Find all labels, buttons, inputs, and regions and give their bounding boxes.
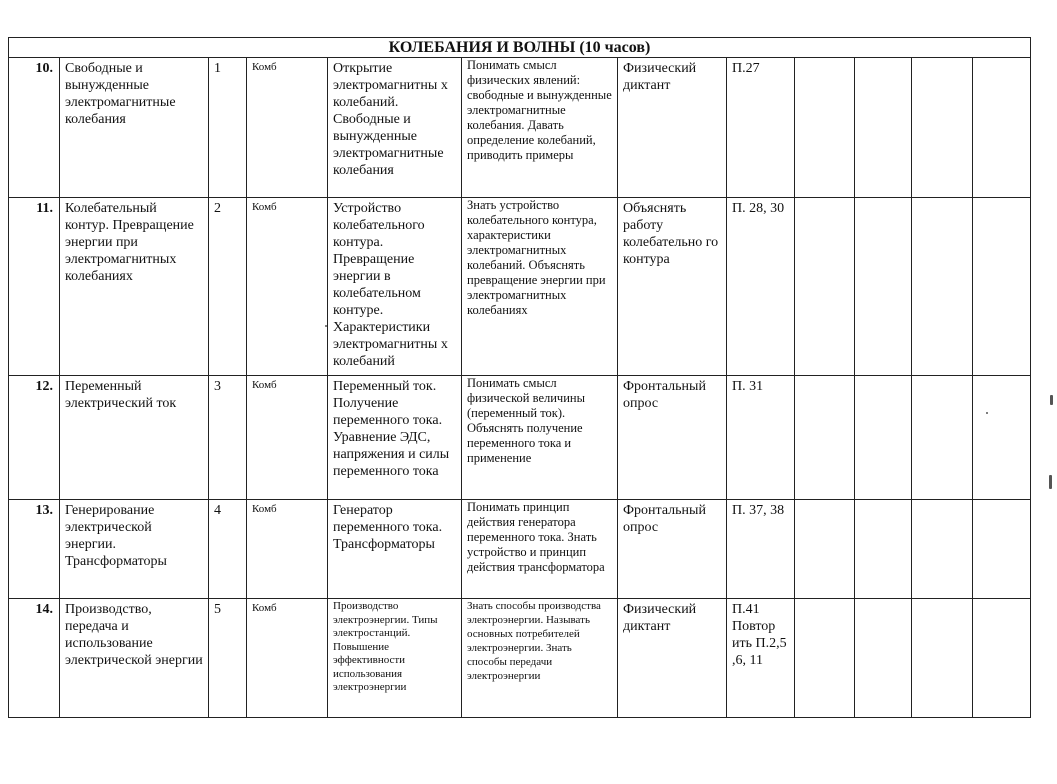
- homework: П. 37, 38: [727, 500, 795, 599]
- empty-cell: [912, 599, 973, 718]
- expected-result: Знать устройство колебательного контура, характеристики электромагнитных колебаний. Объяснять превращение энергии при электромагнитных колебаниях: [462, 198, 618, 376]
- empty-cell: [795, 58, 855, 198]
- lesson-name: Производство, передача и использование электрической энергии: [60, 599, 209, 718]
- lesson-type: Комб: [247, 500, 328, 599]
- lesson-type: Комб: [247, 599, 328, 718]
- table-row: [9, 198, 1031, 376]
- empty-cell: [973, 500, 1031, 599]
- table-row: [9, 500, 1031, 599]
- control-form: Фронтальный опрос: [618, 376, 727, 500]
- empty-cell: [973, 599, 1031, 718]
- scan-speck: [986, 412, 988, 414]
- expected-result: Понимать смысл физических явлений: свободные и вынужденные электромагнитные колебания. Давать определение колебаний, приводить примеры: [462, 58, 618, 198]
- empty-cell: [795, 500, 855, 599]
- lesson-name: Переменный электрический ток: [60, 376, 209, 500]
- control-form: Физический диктант: [618, 58, 727, 198]
- empty-cell: [855, 599, 912, 718]
- empty-cell: [855, 58, 912, 198]
- lesson-type: Комб: [247, 198, 328, 376]
- empty-cell: [795, 376, 855, 500]
- lesson-plan-sheet: [8, 37, 1030, 718]
- homework: П. 31: [727, 376, 795, 500]
- empty-cell: [973, 58, 1031, 198]
- row-number: 12.: [9, 376, 60, 500]
- lesson-topic: Переменный ток. Получение переменного тока. Уравнение ЭДС, напряжения и силы переменного тока: [328, 376, 462, 500]
- lesson-index: 2: [209, 198, 247, 376]
- expected-result: Понимать смысл физической величины (переменный ток). Объяснять получение переменного тока и применение: [462, 376, 618, 500]
- row-number: 14.: [9, 599, 60, 718]
- lesson-name: Свободные и вынужденные электромагнитные колебания: [60, 58, 209, 198]
- empty-cell: [912, 58, 973, 198]
- empty-cell: [973, 198, 1031, 376]
- control-form: Фронтальный опрос: [618, 500, 727, 599]
- lesson-topic: Производство электроэнергии. Типы электростанций. Повышение эффективности использования электроэнергии: [328, 599, 462, 718]
- expected-result: Понимать принцип действия генератора переменного тока. Знать устройство и принцип действия трансформатора: [462, 500, 618, 599]
- scan-speck: [1050, 395, 1053, 405]
- empty-cell: [912, 500, 973, 599]
- empty-cell: [855, 198, 912, 376]
- empty-cell: [912, 198, 973, 376]
- empty-cell: [973, 376, 1031, 500]
- lesson-topic: Открытие электромагнитны х колебаний. Свободные и вынужденные электромагнитные колебания: [328, 58, 462, 198]
- empty-cell: [855, 376, 912, 500]
- homework: П.27: [727, 58, 795, 198]
- lesson-name: Колебательный контур. Превращение энергии при электромагнитных колебаниях: [60, 198, 209, 376]
- scan-speck: [325, 325, 327, 327]
- lesson-index: 5: [209, 599, 247, 718]
- lesson-index: 1: [209, 58, 247, 198]
- lesson-topic: Генератор переменного тока. Трансформаторы: [328, 500, 462, 599]
- lesson-index: 3: [209, 376, 247, 500]
- table-row: [9, 58, 1031, 198]
- lesson-topic: Устройство колебательного контура. Превращение энергии в колебательном контуре. Характеристики электромагнитны х колебаний: [328, 198, 462, 376]
- lesson-type: Комб: [247, 376, 328, 500]
- lesson-index: 4: [209, 500, 247, 599]
- row-number: 13.: [9, 500, 60, 599]
- row-number: 11.: [9, 198, 60, 376]
- section-title: КОЛЕБАНИЯ И ВОЛНЫ (10 часов): [9, 38, 1031, 58]
- control-form: Физический диктант: [618, 599, 727, 718]
- empty-cell: [855, 500, 912, 599]
- expected-result: Знать способы производства электроэнергии. Называть основных потребителей электроэнергии. Знать способы передачи электроэнергии: [462, 599, 618, 718]
- empty-cell: [795, 198, 855, 376]
- homework: П. 28, 30: [727, 198, 795, 376]
- table-row: [9, 376, 1031, 500]
- scan-speck: [1049, 475, 1052, 489]
- empty-cell: [912, 376, 973, 500]
- control-form: Объяснять работу колебательно го контура: [618, 198, 727, 376]
- empty-cell: [795, 599, 855, 718]
- lesson-type: Комб: [247, 58, 328, 198]
- table-row: [9, 599, 1031, 718]
- lesson-plan-table: [8, 37, 1031, 718]
- section-title-row: [9, 38, 1031, 58]
- homework: П.41 Повтор ить П.2,5 ,6, 11: [727, 599, 795, 718]
- row-number: 10.: [9, 58, 60, 198]
- lesson-name: Генерирование электрической энергии. Трансформаторы: [60, 500, 209, 599]
